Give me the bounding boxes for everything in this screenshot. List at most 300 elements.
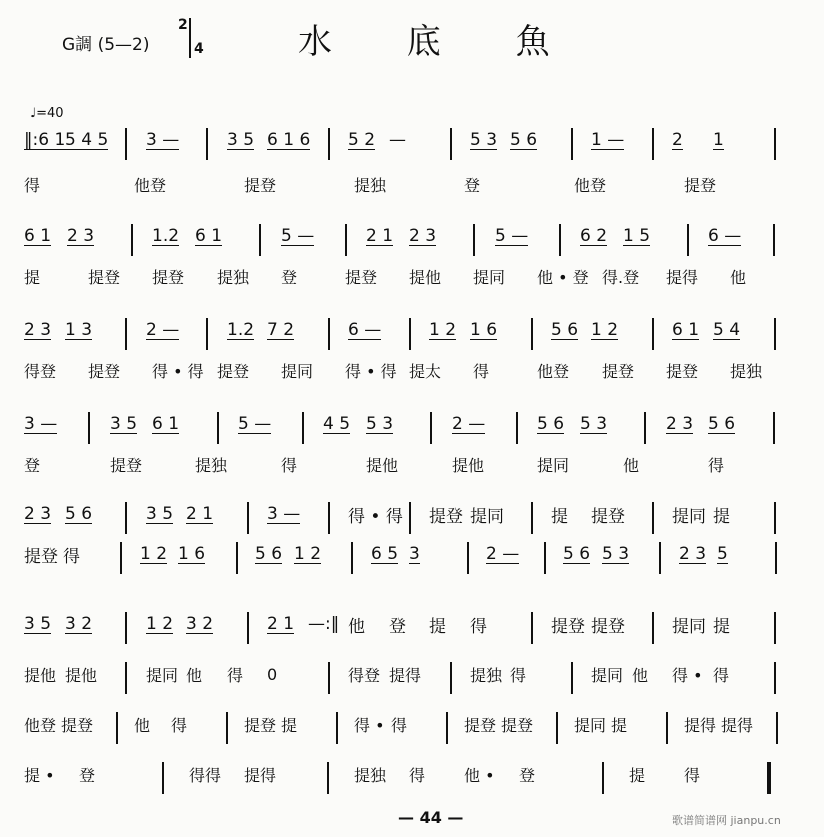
score-cell xyxy=(389,120,406,160)
score-cell xyxy=(348,120,375,160)
score-cell xyxy=(65,654,97,694)
score-cell xyxy=(452,404,485,444)
score-cell xyxy=(537,350,569,390)
score-cell xyxy=(281,256,297,296)
lyric-syllable: 得 xyxy=(713,665,730,685)
note-group: 1.2 xyxy=(152,225,180,246)
time-numerator: 2 xyxy=(178,17,188,33)
barline xyxy=(775,542,777,574)
barline xyxy=(236,542,238,574)
score-cell xyxy=(623,444,639,484)
score-cell xyxy=(464,754,495,794)
note-group: 3 2 xyxy=(65,613,93,634)
score-cell xyxy=(186,654,202,694)
note-group: 提同 xyxy=(672,506,706,527)
barline xyxy=(774,128,776,160)
score-cell xyxy=(672,310,699,350)
score-cell xyxy=(611,704,627,744)
note-group: 5 3 xyxy=(366,413,394,434)
barline xyxy=(774,662,776,694)
note-group: 2 — xyxy=(452,413,486,434)
score-cell xyxy=(464,164,480,204)
barline xyxy=(773,224,775,256)
score-cell xyxy=(146,494,173,534)
barline xyxy=(328,502,330,534)
note-group: 提登 xyxy=(429,506,463,527)
score-cell xyxy=(501,704,533,744)
score-cell xyxy=(470,120,497,160)
score-cell xyxy=(591,494,625,534)
barline xyxy=(473,224,475,256)
score-cell xyxy=(632,654,648,694)
lyric-syllable: 登 xyxy=(281,267,298,287)
lyric-syllable: 得 xyxy=(171,715,188,735)
lyric-syllable: 他登 xyxy=(24,715,57,735)
lyric-syllable: 提得 xyxy=(684,715,717,735)
barline xyxy=(446,712,448,744)
note-group: 登 xyxy=(389,616,406,637)
barline xyxy=(687,224,689,256)
score-cell xyxy=(308,604,339,644)
score-cell xyxy=(721,704,753,744)
time-denominator: 4 xyxy=(194,41,204,57)
lyric-syllable: 提独 xyxy=(354,175,387,195)
note-group: 5 — xyxy=(281,225,315,246)
score-cell xyxy=(470,654,502,694)
score-cell xyxy=(409,350,441,390)
score-row-5 xyxy=(24,310,804,350)
barline xyxy=(259,224,261,256)
score-cell xyxy=(684,164,716,204)
lyric-syllable: 提太 xyxy=(409,361,442,381)
note-group: 3 5 xyxy=(227,129,255,150)
score-cell xyxy=(684,754,700,794)
barline xyxy=(652,128,654,160)
score-cell xyxy=(591,120,624,160)
lyric-syllable: 他 xyxy=(623,455,640,475)
score-cell xyxy=(186,494,213,534)
lyric-syllable: 提登 xyxy=(602,361,635,381)
lyric-syllable: 0 xyxy=(267,664,278,684)
barline xyxy=(767,762,771,794)
barline xyxy=(773,412,775,444)
note-group: 提 xyxy=(713,506,730,527)
score-cell xyxy=(134,164,166,204)
note-group: 3 — xyxy=(146,129,180,150)
score-cell xyxy=(391,704,407,744)
lyric-syllable: 提得 xyxy=(244,765,277,785)
barline xyxy=(652,318,654,350)
score-cell xyxy=(146,310,179,350)
score-cell xyxy=(354,164,386,204)
note-group: 6 — xyxy=(348,319,382,340)
score-cell xyxy=(24,654,56,694)
lyric-syllable: 得 xyxy=(409,765,426,785)
score-cell xyxy=(666,350,698,390)
score-cell xyxy=(281,444,297,484)
score-cell xyxy=(189,754,221,794)
lyric-syllable: 提登 xyxy=(61,715,94,735)
lyric-syllable: 提得 xyxy=(666,267,699,287)
lyric-syllable: 得 xyxy=(510,665,527,685)
barline xyxy=(774,502,776,534)
note-group: 得 xyxy=(63,546,80,567)
note-group: 提登 xyxy=(591,616,625,637)
note-group: 3 — xyxy=(24,413,58,434)
barline xyxy=(559,224,561,256)
note-group: 2 3 xyxy=(24,319,52,340)
score-cell xyxy=(537,256,589,296)
lyric-syllable: 得 • xyxy=(354,715,385,735)
score-cell xyxy=(672,120,683,160)
score-cell xyxy=(217,256,249,296)
score-row-10 xyxy=(24,534,804,574)
score-cell xyxy=(24,164,40,204)
score-cell xyxy=(238,404,271,444)
score-cell xyxy=(24,256,40,296)
score-cell xyxy=(602,534,629,574)
lyric-syllable: 提得 xyxy=(389,665,422,685)
note-group: 得 • 得 xyxy=(348,506,403,527)
note-group: 1.2 xyxy=(227,319,255,340)
barline xyxy=(659,542,661,574)
lyric-syllable: 提独 xyxy=(730,361,763,381)
barline xyxy=(544,542,546,574)
score-cell xyxy=(354,754,386,794)
note-group: 3 5 xyxy=(110,413,138,434)
score-cell xyxy=(348,604,365,644)
barline xyxy=(336,712,338,744)
lyric-syllable: 得 • 得 xyxy=(345,361,397,381)
score-cell xyxy=(708,444,724,484)
lyric-syllable: 提登 xyxy=(684,175,717,195)
score-cell xyxy=(110,444,142,484)
lyric-syllable: 他 xyxy=(134,715,151,735)
score-cell xyxy=(684,704,716,744)
lyric-syllable: 得 xyxy=(227,665,244,685)
score-cell xyxy=(666,404,693,444)
score-cell xyxy=(389,654,421,694)
score-row-7 xyxy=(24,404,804,444)
note-group: — xyxy=(389,130,406,150)
score-cell xyxy=(88,256,120,296)
score-cell xyxy=(267,120,310,160)
note-group: 6 1 xyxy=(195,225,223,246)
score-cell xyxy=(110,404,137,444)
lyric-syllable: 得 • xyxy=(672,665,703,685)
note-group: 5 3 xyxy=(580,413,608,434)
lyric-syllable: 登 xyxy=(519,765,536,785)
lyric-syllable: 提得 xyxy=(721,715,754,735)
score-cell xyxy=(152,216,179,256)
note-group: 3 5 xyxy=(146,503,174,524)
lyric-syllable: 提他 xyxy=(24,665,57,685)
note-group: 提 xyxy=(429,616,446,637)
score-cell xyxy=(88,350,120,390)
score-cell xyxy=(672,604,706,644)
score-cell xyxy=(537,404,564,444)
score-row-2 xyxy=(24,164,804,204)
score-row-6 xyxy=(24,350,804,390)
lyric-syllable: 提同 xyxy=(591,665,624,685)
note-group: 5 — xyxy=(495,225,529,246)
note-group: 他 xyxy=(348,616,365,637)
lyric-syllable: 他 xyxy=(186,665,203,685)
lyric-syllable: 登 xyxy=(24,455,41,475)
barline xyxy=(302,412,304,444)
barline xyxy=(226,712,228,744)
note-group: 5 6 xyxy=(551,319,579,340)
lyric-syllable: 他登 xyxy=(134,175,167,195)
lyric-syllable: 登 xyxy=(464,175,481,195)
barline xyxy=(666,712,668,744)
note-group: 6 5 xyxy=(371,543,399,564)
lyric-syllable: 提他 xyxy=(409,267,442,287)
note-group: 1 3 xyxy=(65,319,93,340)
score-cell xyxy=(563,534,590,574)
note-group: 提 xyxy=(713,616,730,637)
note-group: 提 xyxy=(551,506,568,527)
lyric-syllable: 提登 xyxy=(666,361,699,381)
barline xyxy=(450,662,452,694)
lyric-syllable: 提 xyxy=(24,267,41,287)
score-cell xyxy=(580,404,607,444)
note-group: 1 6 xyxy=(178,543,206,564)
note-group: 5 4 5 xyxy=(65,129,109,150)
score-row-3 xyxy=(24,216,804,256)
note-group: 1 2 xyxy=(146,613,174,634)
page-title: 水 底 魚 xyxy=(298,22,582,62)
note-group: 1 2 xyxy=(294,543,322,564)
score-cell xyxy=(486,534,519,574)
barline xyxy=(125,318,127,350)
note-group: 得 xyxy=(470,616,487,637)
barline xyxy=(327,762,329,794)
score-cell xyxy=(602,256,639,296)
score-cell xyxy=(281,216,314,256)
note-group: 6 — xyxy=(708,225,742,246)
barline xyxy=(571,662,573,694)
note-group: 1 2 xyxy=(429,319,457,340)
lyric-syllable: 提 xyxy=(611,715,628,735)
score-cell xyxy=(551,494,568,534)
lyric-syllable: 提独 xyxy=(470,665,503,685)
lyric-syllable: 提登 xyxy=(244,715,277,735)
barline xyxy=(652,502,654,534)
score-cell xyxy=(24,754,55,794)
lyric-syllable: 得 • 得 xyxy=(152,361,204,381)
score-cell xyxy=(730,350,762,390)
barline xyxy=(206,318,208,350)
score-row-4 xyxy=(24,256,804,296)
score-cell xyxy=(195,444,227,484)
lyric-syllable: 提登 xyxy=(464,715,497,735)
score-cell xyxy=(464,704,496,744)
note-group: 1 xyxy=(713,129,724,150)
barline xyxy=(247,612,249,644)
note-group: 5 — xyxy=(238,413,272,434)
lyric-syllable: 提同 xyxy=(146,665,179,685)
barline xyxy=(125,502,127,534)
score-cell xyxy=(152,350,204,390)
lyric-syllable: 提同 xyxy=(281,361,314,381)
score-cell xyxy=(24,704,56,744)
barline xyxy=(247,502,249,534)
lyric-syllable: 得登 xyxy=(24,361,57,381)
time-signature xyxy=(178,17,204,57)
score-row-13 xyxy=(24,704,804,744)
lyric-syllable: 提登 xyxy=(501,715,534,735)
note-group: ‖:6 1 xyxy=(24,129,66,150)
lyric-syllable: 登 xyxy=(79,765,96,785)
score-cell xyxy=(580,216,607,256)
score-cell xyxy=(713,310,740,350)
score-cell xyxy=(146,654,178,694)
note-group: 提同 xyxy=(672,616,706,637)
watermark: 歌谱简谱网 jianpu.cn xyxy=(672,814,781,827)
score-cell xyxy=(473,256,505,296)
lyric-syllable: 提登 xyxy=(152,267,185,287)
note-group: 4 5 xyxy=(323,413,351,434)
barline xyxy=(206,128,208,160)
score-cell xyxy=(409,216,436,256)
barline xyxy=(88,412,90,444)
score-cell xyxy=(24,604,51,644)
score-cell xyxy=(348,310,381,350)
note-group: 5 6 xyxy=(708,413,736,434)
score-cell xyxy=(679,534,706,574)
score-cell xyxy=(452,444,484,484)
note-group: 6 1 xyxy=(672,319,700,340)
barline xyxy=(162,762,164,794)
lyric-syllable: 得 xyxy=(708,455,725,475)
note-group: 6 2 xyxy=(580,225,608,246)
note-group: 1 5 xyxy=(623,225,651,246)
score-row-14 xyxy=(24,754,804,794)
note-group: 提登 xyxy=(591,506,625,527)
note-group: —:‖ xyxy=(308,614,340,634)
barline xyxy=(351,542,353,574)
score-cell xyxy=(354,704,385,744)
barline xyxy=(531,318,533,350)
score-cell xyxy=(389,604,406,644)
score-cell xyxy=(591,310,618,350)
score-cell xyxy=(551,604,585,644)
score-cell xyxy=(140,534,167,574)
score-cell xyxy=(65,494,92,534)
score-cell xyxy=(510,120,537,160)
lyric-syllable: 得 xyxy=(391,715,408,735)
barline xyxy=(125,128,127,160)
score-cell xyxy=(371,534,398,574)
score-row-12 xyxy=(24,654,804,694)
lyric-syllable: 提登 xyxy=(88,267,121,287)
score-cell xyxy=(409,534,420,574)
score-cell xyxy=(345,256,377,296)
score-cell xyxy=(267,604,294,644)
note-group: 5 4 xyxy=(713,319,741,340)
note-group: 2 — xyxy=(486,543,520,564)
score-cell xyxy=(152,404,179,444)
score-cell xyxy=(244,704,276,744)
page-number: — 44 — xyxy=(398,808,464,827)
barline xyxy=(774,612,776,644)
barline xyxy=(652,612,654,644)
score-cell xyxy=(366,216,393,256)
lyric-syllable: 提 • xyxy=(24,765,55,785)
lyric-syllable: 提登 xyxy=(110,455,143,475)
barline xyxy=(125,662,127,694)
score-cell xyxy=(146,120,179,160)
score-cell xyxy=(666,256,698,296)
score-cell xyxy=(24,404,57,444)
score-row-11 xyxy=(24,604,804,644)
lyric-syllable: 提他 xyxy=(366,455,399,475)
barline xyxy=(116,712,118,744)
barline xyxy=(409,502,411,534)
score-cell xyxy=(470,310,497,350)
lyric-syllable: 提独 xyxy=(217,267,250,287)
lyric-syllable: 他 xyxy=(730,267,747,287)
note-group: 3 2 xyxy=(186,613,214,634)
barline xyxy=(556,712,558,744)
barline xyxy=(409,318,411,350)
score-cell xyxy=(348,494,403,534)
barline xyxy=(217,412,219,444)
score-cell xyxy=(409,754,425,794)
score-cell xyxy=(366,444,398,484)
score-cell xyxy=(186,604,213,644)
barline xyxy=(602,762,604,794)
score-cell xyxy=(345,350,397,390)
lyric-syllable: 他登 xyxy=(574,175,607,195)
barline xyxy=(430,412,432,444)
note-group: 提同 xyxy=(470,506,504,527)
score-cell xyxy=(717,534,728,574)
score-cell xyxy=(171,704,187,744)
barline xyxy=(120,542,122,574)
note-group: 5 2 xyxy=(348,129,376,150)
score-cell xyxy=(24,534,58,574)
note-group: 3 5 xyxy=(24,613,52,634)
lyric-syllable: 提 xyxy=(629,765,646,785)
note-group: 提登 xyxy=(24,546,58,567)
barline xyxy=(644,412,646,444)
score-cell xyxy=(195,216,222,256)
score-cell xyxy=(602,350,634,390)
note-group: 1 6 xyxy=(470,319,498,340)
score-cell xyxy=(591,604,625,644)
barline xyxy=(125,612,127,644)
barline xyxy=(531,612,533,644)
score-cell xyxy=(672,654,703,694)
lyric-syllable: 提登 xyxy=(345,267,378,287)
score-cell xyxy=(708,404,735,444)
note-group: 5 xyxy=(717,543,728,564)
score-cell xyxy=(713,120,724,160)
lyric-syllable: 得 xyxy=(684,765,701,785)
lyric-syllable: 他 • xyxy=(464,765,495,785)
score-cell xyxy=(244,164,276,204)
lyric-syllable: 提登 xyxy=(244,175,277,195)
lyric-syllable: 提独 xyxy=(354,765,387,785)
note-group: 2 3 xyxy=(666,413,694,434)
score-cell xyxy=(623,216,650,256)
score-cell xyxy=(537,444,569,484)
score-row-9 xyxy=(24,494,804,534)
score-cell xyxy=(227,120,254,160)
score-cell xyxy=(134,704,150,744)
